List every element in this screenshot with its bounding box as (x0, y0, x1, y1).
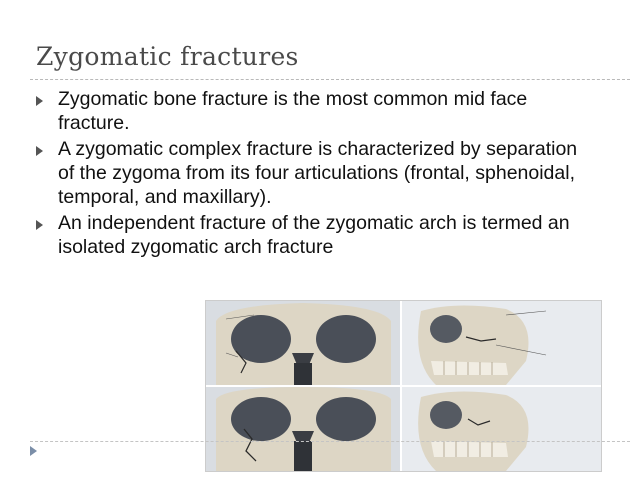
bullet-item (36, 137, 596, 209)
bullet-item (36, 87, 596, 135)
zygomatic-fracture-illustration (205, 300, 602, 472)
skull-illustration-icon (206, 301, 601, 471)
lateral-skull-top (402, 301, 601, 385)
bullet-item (36, 211, 596, 259)
bullet-arrow-icon (36, 96, 43, 106)
bullet-text: Zygomatic bone fracture is the most common mid face fracture. (58, 88, 528, 134)
frontal-skull-top (206, 301, 400, 385)
slide-nav-arrow-icon[interactable] (30, 446, 37, 456)
bullet-list (36, 87, 596, 261)
bullet-text: An independent fracture of the zygomatic arch is termed an isolated zygomatic arch fracture (58, 212, 570, 258)
footer-divider (30, 441, 630, 442)
bullet-text: A zygomatic complex fracture is characterized by separation of the zygoma from its four articulations (frontal, sphenoidal, temporal, and maxillary). (58, 138, 578, 208)
lateral-skull-bottom (402, 387, 601, 471)
bullet-arrow-icon (36, 220, 43, 230)
slide-title: Zygomatic fractures (36, 42, 299, 71)
title-divider (30, 79, 630, 80)
bullet-arrow-icon (36, 146, 43, 156)
frontal-skull-bottom (206, 387, 400, 471)
